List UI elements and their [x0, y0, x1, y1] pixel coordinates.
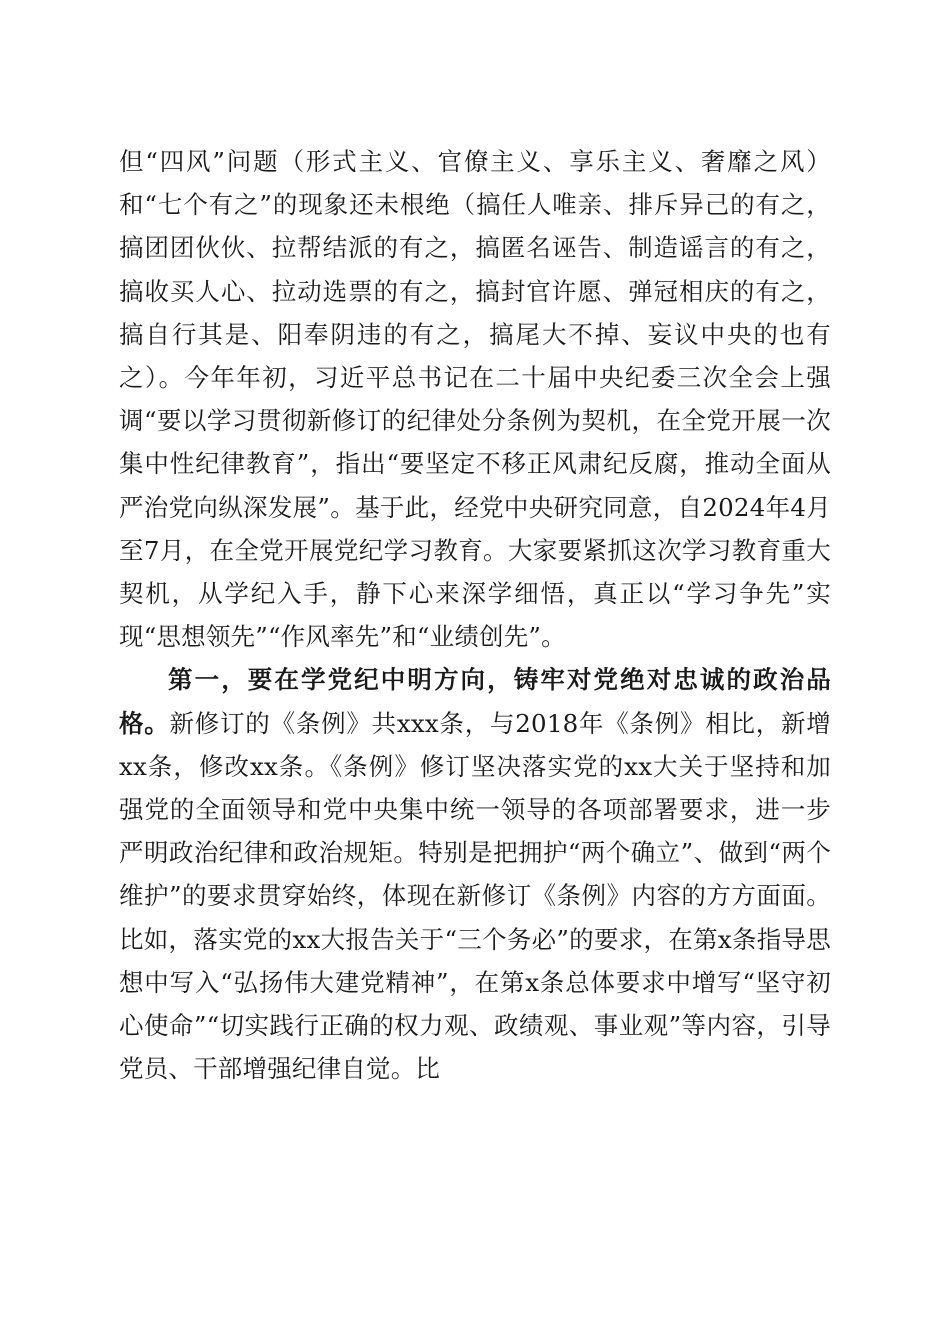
paragraph-1: 但“四风”问题（形式主义、官僚主义、享乐主义、奢靡之风）和“七个有之”的现象还未根绝（搞任人唯亲、排斥异己的有之，搞团团伙伙、拉帮结派的有之，搞匿名诬告、制造谣言的有之，搞收买人心、拉动选票的有之，搞封官许愿、弹冠相庆的有之，搞自行其是、阳奉阴违的有之，搞尾大不掉、妄议中央的也有之）。今年年初，习近平总书记在二十届中央纪委三次全会上强调“要以学习贯彻新修订的纪律处分条例为契机，在全党开展一次集中性纪律教育”，指出“要坚定不移正风肃纪反腐，推动全面从严治党向纵深发展”。基于此，经党中央研究同意，自2024年4月至7月，在全党开展党纪学习教育。大家要紧抓这次学习教育重大契机，从学纪入手，静下心来深学细悟，真正以“学习争先”实现“思想领先”“作风率先”和“业绩创先”。 — [119, 147, 831, 652]
paragraph-2 — [119, 658, 831, 1090]
paragraph-2-body: 新修订的《条例》共xxx条，与2018年《条例》相比，新增xx条，修改xx条。《条例》修订坚决落实党的xx大关于坚持和加强党的全面领导和党中央集中统一领导的各项部署要求，进一步严明政治纪律和政治规矩。特别是把拥护“两个确立”、做到“两个维护”的要求贯穿始终，体现在新修订《条例》内容的方方面面。比如，落实党的xx大报告关于“三个务必”的要求，在第x条指导思想中写入“弘扬伟大建党精神”，在第x条总体要求中增写“坚守初心使命”“切实践行正确的权力观、政绩观、事业观”等内容，引导党员、干部增强纪律自觉。比 — [119, 708, 831, 1084]
document-body — [119, 140, 831, 1090]
paragraph-2-lead: 第一，要在学党纪中明方向，铸牢对党绝对忠诚的政治品格。 — [119, 665, 831, 738]
